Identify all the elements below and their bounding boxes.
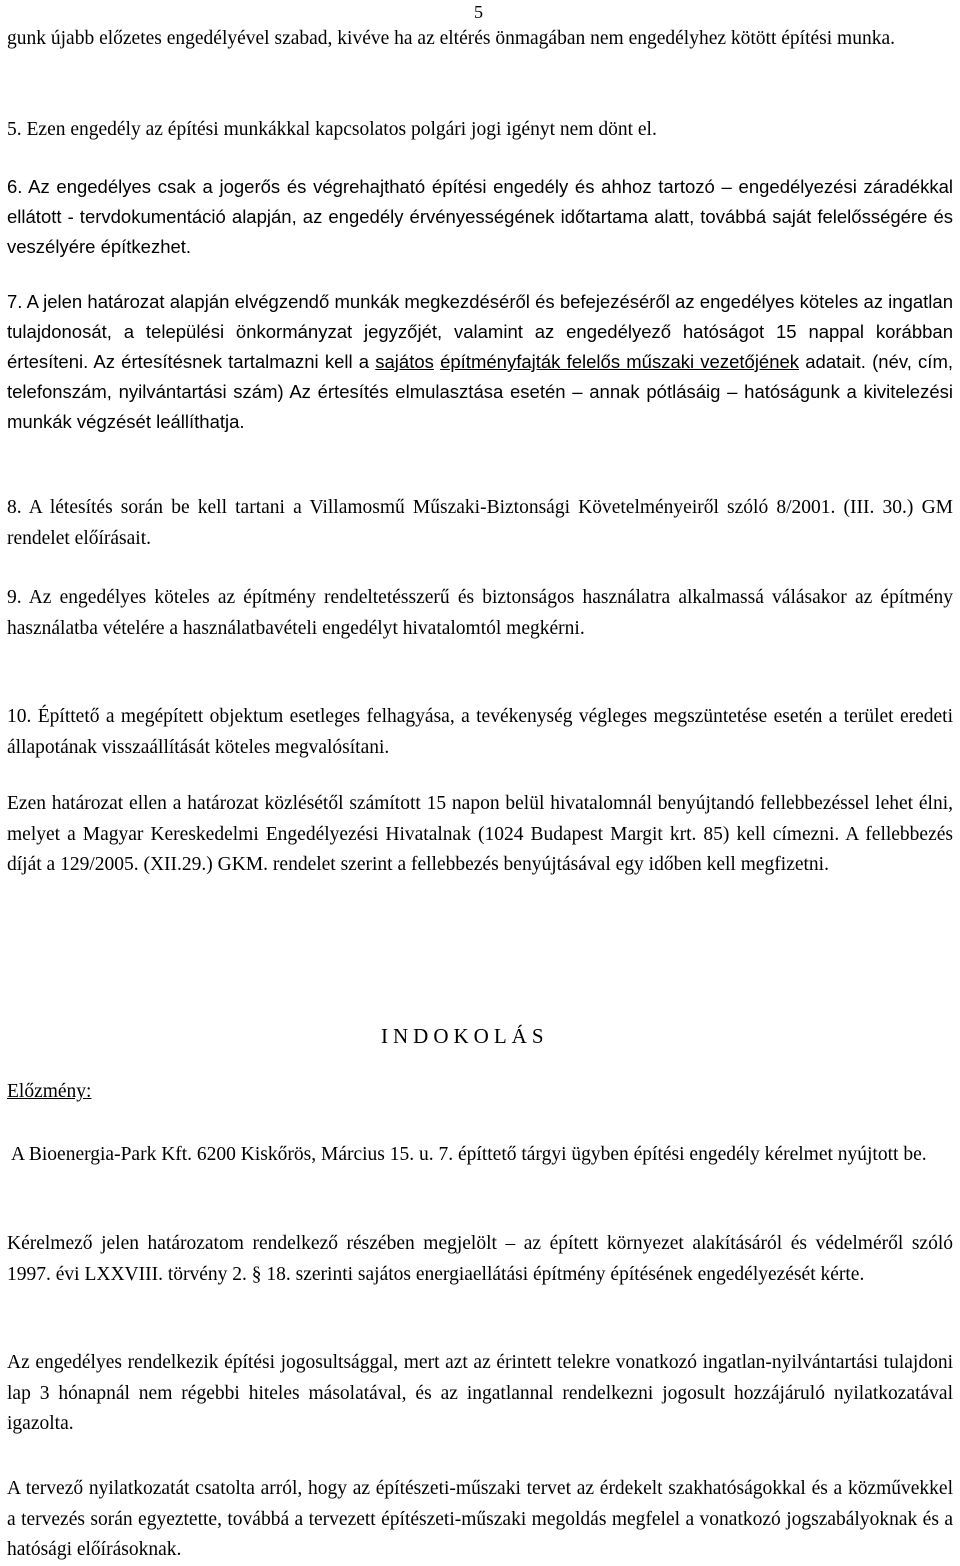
paragraph-9: 9. Az engedélyes köteles az építmény rendeltetésszerű és biztonságos használatra alkalmassá válásakor az építmény használatba vételére a használatbavételi engedélyt hivatalomtól megkérni. bbox=[7, 587, 953, 639]
paragraph-continuation: gunk újabb előzetes engedélyével szabad, kivéve ha az eltérés önmagában nem engedélyhez kötött építési munka. bbox=[7, 28, 895, 49]
paragraph-5: 5. Ezen engedély az építési munkákkal kapcsolatos polgári jogi igényt nem dönt el. bbox=[7, 119, 657, 140]
elozmeny-heading: Előzmény: bbox=[7, 1081, 92, 1102]
paragraph-10: 10. Építtető a megépített objektum esetleges felhagyása, a tevékenység végleges megszüntetése esetén a terület eredeti állapotának visszaállítását köteles megvalósítani. bbox=[7, 706, 953, 758]
paragraph-6: 6. Az engedélyes csak a jogerős és végrehajtható építési engedély és ahhoz tartozó – engedélyezési záradékkal ellátott - tervdokumentáció alapján, az engedély érvényességének időtartama alatt, továbbá saját felelősségére és veszélyére építkezhet. bbox=[7, 176, 953, 257]
paragraph-7 bbox=[7, 287, 953, 437]
paragraph-background-3: Az engedélyes rendelkezik építési jogosultsággal, mert azt az érintett telekre vonatkozó ingatlan-nyilvántartási tulajdoni lap 3 hónapnál nem régebbi hiteles másolatával, és az ingatlannal rendelkezni jogosult hozzájáruló nyilatkozatával igazolta. bbox=[7, 1352, 953, 1434]
paragraph-7-underlined-2: építményfajták felelős műszaki vezetőjének bbox=[440, 351, 800, 372]
paragraph-7-rest: adatait. (név, cím, telefonszám, nyilvántartási szám) Az értesítés elmulasztása esetén – annak pótlásáig – hatóságunk a kivitelezési munkák végzését leállíthatja. bbox=[7, 351, 954, 432]
paragraph-background-4: A tervező nyilatkozatát csatolta arról, hogy az építészeti-műszaki tervet az érdekelt szakhatóságokkal és a közművekkel a tervezés során egyeztette, továbbá a tervezett építészeti-műszaki megoldás megfelel a vonatkozó jogszabályoknak és a hatósági előírásoknak. bbox=[7, 1478, 953, 1560]
paragraph-8: 8. A létesítés során be kell tartani a Villamosmű Műszaki-Biztonsági Követelményeiről szóló 8/2001. (III. 30.) GM rendelet előírásait. bbox=[7, 497, 953, 549]
page-number: 5 bbox=[474, 2, 483, 22]
paragraph-appeal: Ezen határozat ellen a határozat közlésétől számított 15 napon belül hivatalomnál benyújtandó fellebbezéssel lehet élni, melyet a Magyar Kereskedelmi Engedélyezési Hivatalnak (1024 Budapest Margit krt. 85) kell címezni. A fellebbezés díját a 129/2005. (XII.29.) GKM. rendelet szerint a fellebbezés benyújtásával egy időben kell megfizetni. bbox=[7, 793, 953, 875]
paragraph-background-1: A Bioenergia-Park Kft. 6200 Kiskőrös, Március 15. u. 7. építtető tárgyi ügyben építési engedély kérelmet nyújtott be. bbox=[11, 1144, 927, 1165]
paragraph-background-2: Kérelmező jelen határozatom rendelkező részében megjelölt – az épített környezet alakításáról és védelméről szóló 1997. évi LXXVIII. törvény 2. § 18. szerinti sajátos energiaellátási építmény építésének engedélyezését kérte. bbox=[7, 1233, 953, 1285]
section-title: INDOKOLÁS bbox=[381, 1024, 549, 1048]
paragraph-7-underlined-1: sajátos bbox=[375, 351, 434, 372]
paragraph-7-text: 7. A jelen határozat alapján elvégzendő munkák megkezdéséről és befejezéséről az engedélyes köteles az ingatlan tulajdonosát, a települési önkormányzat jegyzőjét, valamint az engedélyező hatóságot 15 nappal korábban értesíteni. Az értesítésnek tartalmazni kell a bbox=[7, 291, 953, 372]
